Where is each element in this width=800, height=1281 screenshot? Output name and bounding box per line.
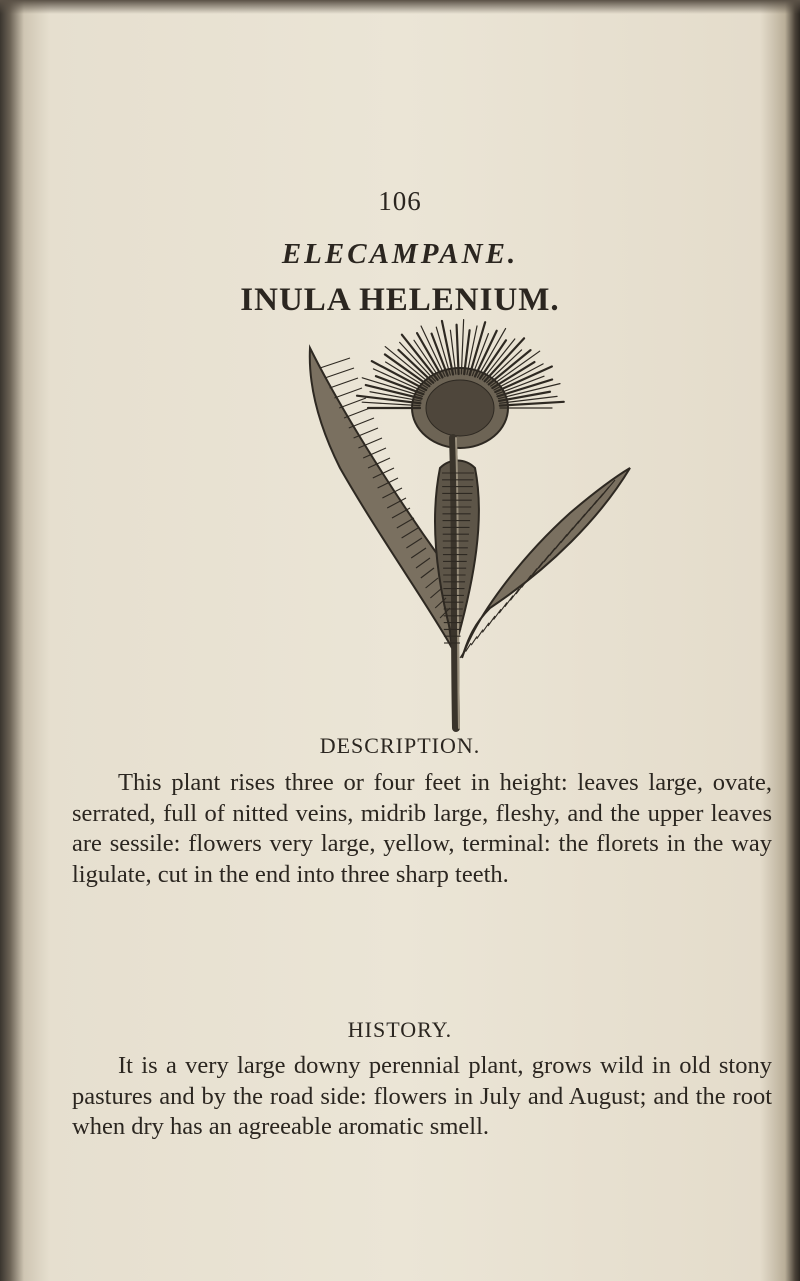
flower-head bbox=[357, 320, 564, 448]
plant-common-name: ELECAMPANE. bbox=[281, 238, 519, 270]
stem bbox=[453, 438, 456, 728]
history-paragraph: It is a very large downy perennial plant, grows wild in old stony pastures and by the road side: flowers in July and August; and the root when dry has an agreeable aromatic smell. bbox=[72, 1052, 772, 1140]
description-paragraph: This plant rises three or four feet in height: leaves large, ovate, serrated, full of nitted veins, midrib large, fleshy, and the upper leaves are sessile: flowers very large, yellow, terminal: the florets in the way ligulate, cut in the end into three sharp teeth. bbox=[72, 769, 772, 888]
leaf-right bbox=[462, 468, 630, 658]
description-heading: DESCRIPTION. bbox=[319, 733, 481, 758]
plant-illustration bbox=[270, 318, 650, 738]
page-number: 106 bbox=[378, 186, 422, 216]
plant-latin-name: INULA HELENIUM. bbox=[240, 282, 560, 318]
history-heading: HISTORY. bbox=[347, 1017, 453, 1042]
